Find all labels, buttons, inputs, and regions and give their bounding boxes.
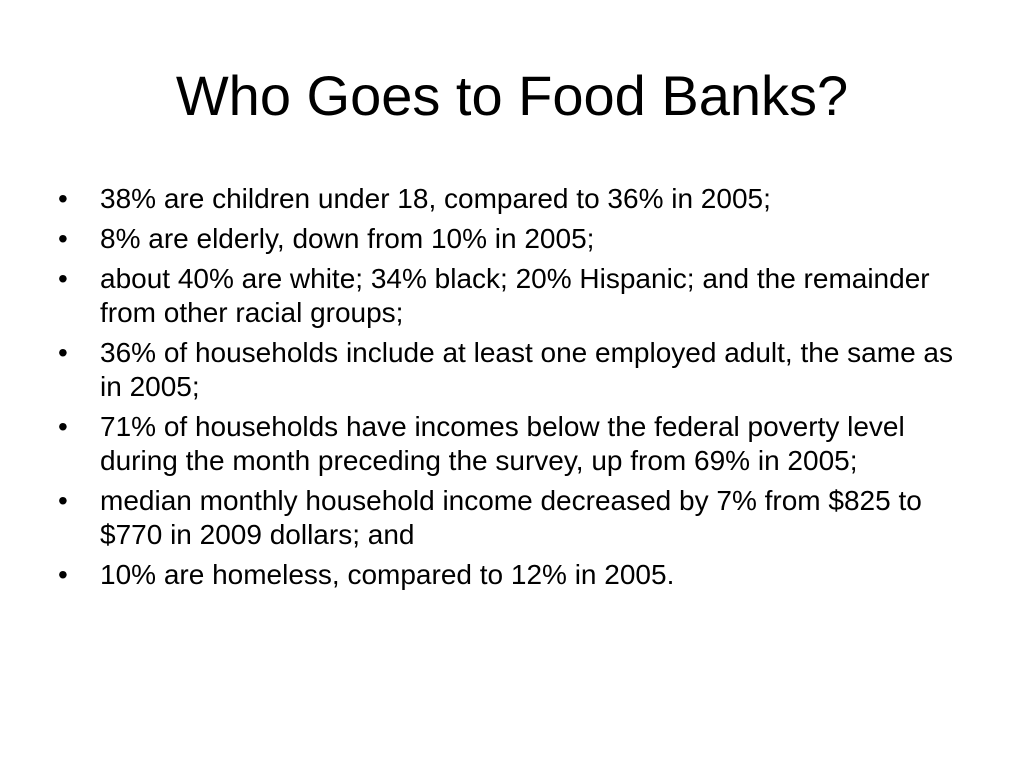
bullet-icon: • <box>58 559 68 590</box>
bullet-text: 71% of households have incomes below the federal poverty level during the month preceding the survey, up from 69% in 2005; <box>100 411 905 476</box>
bullet-item <box>58 484 978 552</box>
bullet-item <box>58 336 978 404</box>
bullet-text: 10% are homeless, compared to 12% in 2005. <box>100 559 675 590</box>
bullet-item <box>58 182 978 216</box>
bullet-text: median monthly household income decreased by 7% from $825 to $770 in 2009 dollars; and <box>100 485 922 550</box>
bullet-icon: • <box>58 183 68 214</box>
bullet-icon: • <box>58 485 68 516</box>
bullet-icon: • <box>58 223 68 254</box>
bullet-item <box>58 262 978 330</box>
bullet-item <box>58 558 978 592</box>
bullet-icon: • <box>58 411 68 442</box>
slide-title: Who Goes to Food Banks? <box>175 64 849 127</box>
bullet-text: 8% are elderly, down from 10% in 2005; <box>100 223 595 254</box>
bullet-list <box>58 182 978 598</box>
bullet-item <box>58 222 978 256</box>
bullet-icon: • <box>58 337 68 368</box>
bullet-item <box>58 410 978 478</box>
bullet-text: 38% are children under 18, compared to 36% in 2005; <box>100 183 771 214</box>
bullet-icon: • <box>58 263 68 294</box>
bullet-text: 36% of households include at least one employed adult, the same as in 2005; <box>100 337 954 402</box>
bullet-text: about 40% are white; 34% black; 20% Hispanic; and the remainder from other racial groups; <box>100 263 930 328</box>
